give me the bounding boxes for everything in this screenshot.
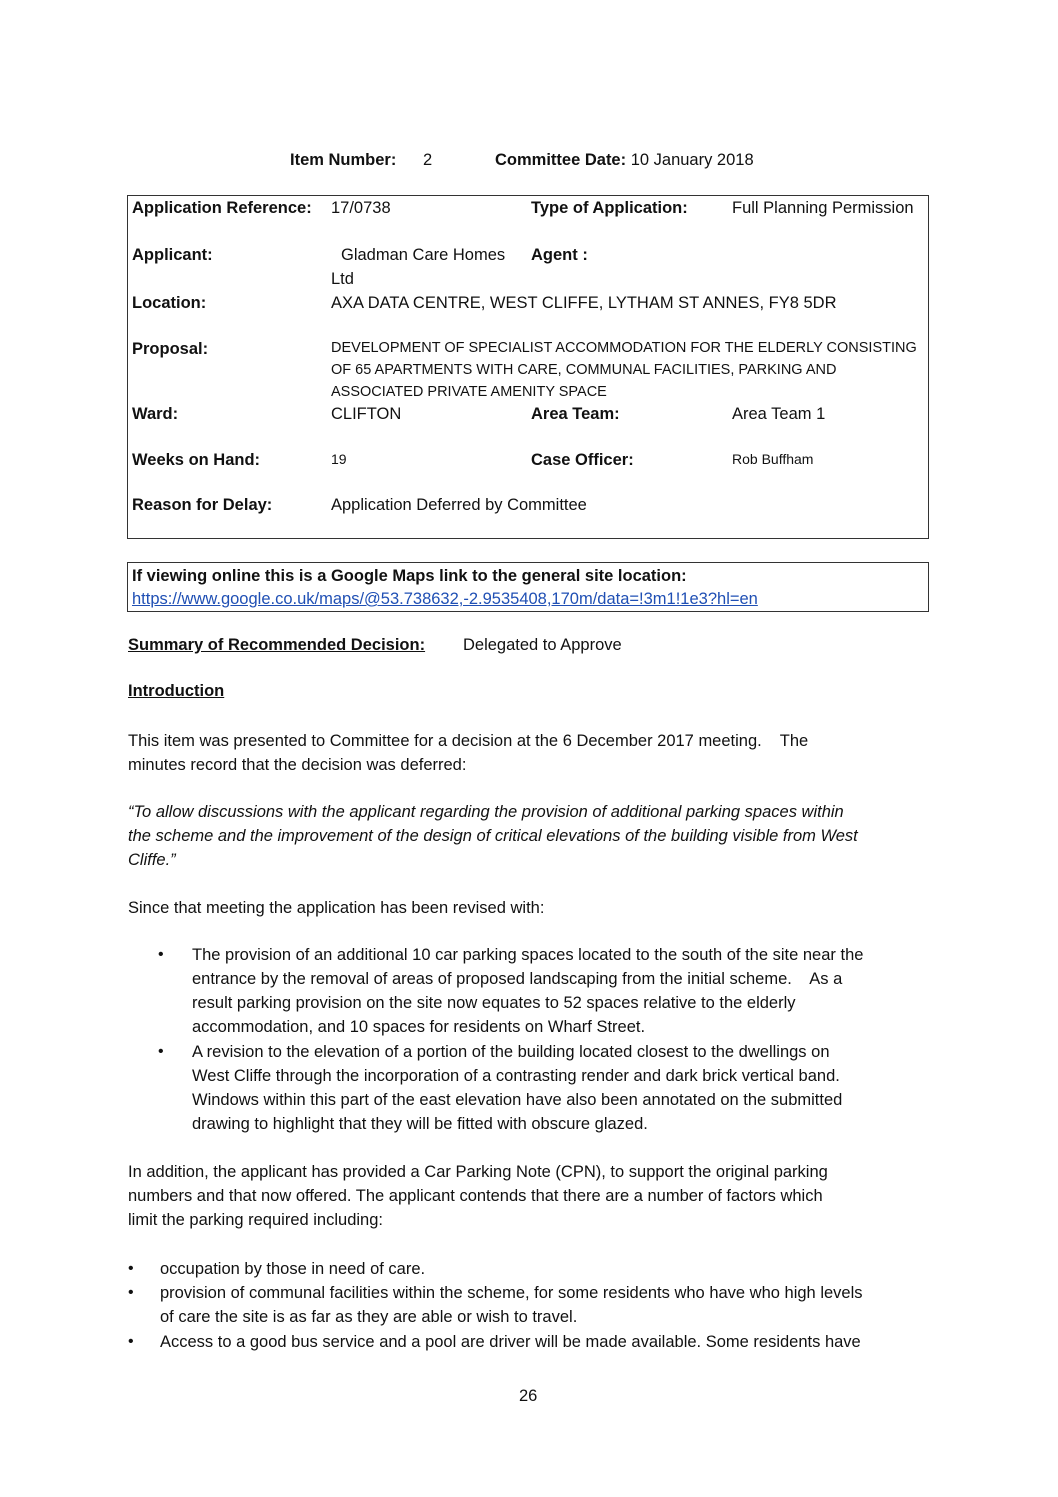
committee-date-value: 10 January 2018	[630, 151, 754, 169]
maps-heading: If viewing online this is a Google Maps link to the general site location:	[132, 567, 687, 585]
case-officer-value: Rob Buffham	[732, 451, 814, 467]
factor-item-2	[160, 1281, 863, 1329]
revision-item-2-line1: A revision to the elevation of a portion of the building located closest to the dwellings on	[192, 1043, 830, 1061]
factor-item-2-line1: provision of communal facilities within the scheme, for some residents who have who high levels	[160, 1284, 863, 1302]
quote-line1: “To allow discussions with the applicant regarding the provision of additional parking spaces within	[128, 803, 844, 821]
ward-value: CLIFTON	[331, 405, 402, 423]
factor-item-2-line2: of care the site is as far as they are able or wish to travel.	[160, 1308, 578, 1326]
case-officer-label: Case Officer:	[531, 451, 634, 469]
proposal-line1: DEVELOPMENT OF SPECIALIST ACCOMMODATION FOR THE ELDERLY CONSISTING	[331, 340, 917, 356]
applicant-line2: Ltd	[331, 270, 354, 288]
revision-item-1-line2: entrance by the removal of areas of proposed landscaping from the initial scheme. As a	[192, 970, 843, 988]
factor-item-3	[160, 1330, 861, 1354]
deferral-quote	[128, 800, 933, 872]
delay-value: Application Deferred by Committee	[331, 496, 587, 514]
quote-line3: Cliffe.”	[128, 851, 176, 869]
page-number: 26	[519, 1387, 538, 1405]
revision-item-1-line4: accommodation, and 10 spaces for residents on Wharf Street.	[192, 1018, 646, 1036]
intro-p3-line3: limit the parking required including:	[128, 1211, 383, 1229]
applicant-label: Applicant:	[132, 246, 213, 264]
ward-label: Ward:	[132, 405, 179, 423]
bullet-dot: •	[128, 1260, 134, 1277]
revision-item-2-line4: drawing to highlight that they will be fitted with obscure glazed.	[192, 1115, 648, 1133]
revision-item-1	[192, 943, 863, 1039]
revision-item-2-line2: West Cliffe through the incorporation of a contrasting render and dark brick vertical band.	[192, 1067, 840, 1085]
intro-p1-line2: minutes record that the decision was deferred:	[128, 756, 467, 774]
bullet-dot: •	[158, 1043, 164, 1060]
applicant-line1: Gladman Care Homes	[341, 246, 506, 264]
location-label: Location:	[132, 294, 207, 312]
weeks-value: 19	[331, 451, 347, 467]
intro-heading: Introduction	[128, 682, 225, 700]
committee-date-label: Committee Date:	[495, 151, 627, 169]
revision-item-2	[192, 1040, 842, 1136]
area-team-value: Area Team 1	[732, 405, 826, 423]
intro-paragraph-1	[128, 729, 933, 777]
revision-item-1-line1: The provision of an additional 10 car parking spaces located to the south of the site near the	[192, 946, 864, 964]
proposal-line3: ASSOCIATED PRIVATE AMENITY SPACE	[331, 384, 607, 400]
revision-item-1-line3: result parking provision on the site now equates to 52 spaces relative to the elderly	[192, 994, 796, 1012]
type-value: Full Planning Permission	[732, 199, 914, 217]
location-value: AXA DATA CENTRE, WEST CLIFFE, LYTHAM ST ANNES, FY8 5DR	[331, 294, 837, 312]
quote-line2: the scheme and the improvement of the design of critical elevations of the building visible from West	[128, 827, 858, 845]
intro-p3-line2: numbers and that now offered. The applicant contends that there are a number of factors which	[128, 1187, 823, 1205]
item-number: 2	[423, 151, 433, 169]
summary-label: Summary of Recommended Decision:	[128, 636, 426, 654]
intro-paragraph-3	[128, 1160, 933, 1232]
factor-item-3-line1: Access to a good bus service and a pool are driver will be made available. Some residents have	[160, 1333, 861, 1351]
agent-label: Agent :	[531, 246, 588, 264]
factor-item-1-line1: occupation by those in need of care.	[160, 1260, 426, 1278]
delay-label: Reason for Delay:	[132, 496, 273, 514]
proposal-line2: OF 65 APARTMENTS WITH CARE, COMMUNAL FACILITIES, PARKING AND	[331, 362, 837, 378]
committee-date	[495, 151, 754, 170]
maps-link-box	[127, 562, 929, 612]
intro-p1-line1: This item was presented to Committee for a decision at the 6 December 2017 meeting. The	[128, 732, 809, 750]
revision-item-2-line3: Windows within this part of the east elevation have also been annotated on the submitted	[192, 1091, 843, 1109]
bullet-dot: •	[158, 946, 164, 963]
intro-paragraph-2: Since that meeting the application has been revised with:	[128, 899, 545, 917]
bullet-dot: •	[128, 1333, 134, 1350]
weeks-label: Weeks on Hand:	[132, 451, 261, 469]
app-ref-label: Application Reference:	[132, 199, 312, 217]
type-label: Type of Application:	[531, 199, 688, 217]
intro-p3-line1: In addition, the applicant has provided a Car Parking Note (CPN), to support the original parking	[128, 1163, 828, 1181]
app-ref: 17/0738	[331, 199, 391, 217]
summary-value: Delegated to Approve	[463, 636, 622, 654]
factor-item-1	[160, 1257, 425, 1281]
item-number-label: Item Number:	[290, 151, 397, 169]
proposal-label: Proposal:	[132, 340, 209, 358]
maps-link[interactable]: https://www.google.co.uk/maps/@53.738632,-2.9535408,170m/data=!3m1!1e3?hl=en	[132, 590, 758, 608]
bullet-dot: •	[128, 1284, 134, 1301]
area-team-label: Area Team:	[531, 405, 620, 423]
